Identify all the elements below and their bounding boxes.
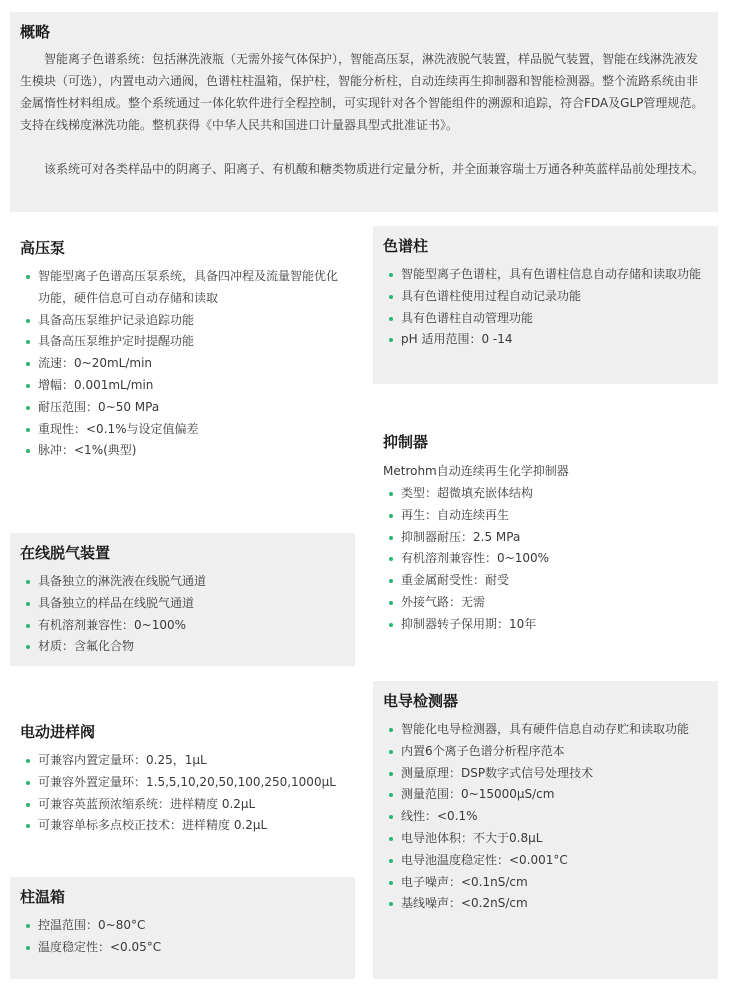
list-item: 电导池体积：不大于0.8μL	[383, 828, 708, 850]
list-item: 重现性：<0.1%与设定值偏差	[20, 419, 346, 441]
column-list	[383, 264, 708, 351]
list-item: 有机溶剂兼容性：0~100%	[20, 615, 345, 637]
list-item: 智能化电导检测器，具有硬件信息自动存贮和读取功能	[383, 719, 708, 741]
detector-list	[383, 719, 708, 915]
list-item: 温度稳定性：<0.05°C	[20, 937, 345, 959]
list-item: 具备高压泵维护记录追踪功能	[20, 310, 346, 332]
list-item: 可兼容外置定量环：1.5,5,10,20,50,100,250,1000μL	[20, 772, 346, 794]
valve-section	[10, 712, 356, 837]
list-item: 具有色谱柱使用过程自动记录功能	[383, 286, 708, 308]
pump-list	[20, 266, 346, 462]
overview-paragraph-1: 智能离子色谱系统：包括淋洗液瓶（无需外接气体保护），智能高压泵，淋洗液脱气装置，样品脱气装置，智能在线淋洗液发生模块（可选），内置电动六通阀，色谱柱柱温箱，保护柱，智能分析柱，自动连续再生抑制器和智能检测器。整个流路系统由非金属惰性材料组成。整个系统通过一体化软件进行全程控制，可实现针对各个智能组件的溯源和追踪，符合FDA及GLP管理规范。支持在线梯度淋洗功能。整机获得《中华人民共和国进口计量器具型式批准证书》。	[20, 52, 704, 132]
list-item: 可兼容英蓝预浓缩系统：进样精度 0.2μL	[20, 794, 346, 816]
list-item: 电子噪声：<0.1nS/cm	[383, 872, 708, 894]
list-item: 具有色谱柱自动管理功能	[383, 308, 708, 330]
column-title: 色谱柱	[383, 237, 429, 255]
pump-section	[10, 228, 356, 462]
list-item: 内置6个离子色谱分析程序范本	[383, 741, 708, 763]
overview-title: 概略	[20, 23, 51, 41]
degasser-section	[10, 533, 355, 666]
list-item: 测量范围：0~15000μS/cm	[383, 784, 708, 806]
list-item: 具备独立的样品在线脱气通道	[20, 593, 345, 615]
list-item: 抑制器转子保用期：10年	[383, 614, 708, 636]
list-item: 重金属耐受性：耐受	[383, 570, 708, 592]
list-item: 线性：<0.1%	[383, 806, 708, 828]
pump-title: 高压泵	[20, 239, 66, 257]
list-item: 电导池温度稳定性：<0.001°C	[383, 850, 708, 872]
suppressor-title: 抑制器	[383, 433, 429, 451]
list-item: 智能型离子色谱柱，具有色谱柱信息自动存储和读取功能	[383, 264, 708, 286]
list-item: 抑制器耐压：2.5 MPa	[383, 527, 708, 549]
detector-section	[373, 681, 718, 979]
valve-list	[20, 750, 346, 837]
list-item: 脉冲：<1%(典型)	[20, 440, 346, 462]
list-item: 具备高压泵维护定时提醒功能	[20, 331, 346, 353]
oven-title: 柱温箱	[20, 888, 66, 906]
list-item: 基线噪声：<0.2nS/cm	[383, 893, 708, 915]
list-item: 智能型离子色谱高压泵系统，具备四冲程及流量智能优化功能，硬件信息可自动存储和读取	[20, 266, 346, 310]
list-item: 有机溶剂兼容性：0~100%	[383, 548, 708, 570]
list-item: 增幅：0.001mL/min	[20, 375, 346, 397]
list-item: 测量原理：DSP数字式信号处理技术	[383, 763, 708, 785]
list-item: 外接气路：无需	[383, 592, 708, 614]
list-item: 具备独立的淋洗液在线脱气通道	[20, 571, 345, 593]
oven-section	[10, 877, 355, 979]
list-item: 控温范围：0~80°C	[20, 915, 345, 937]
suppressor-list	[383, 483, 708, 636]
oven-list	[20, 915, 345, 959]
detector-title: 电导检测器	[383, 692, 459, 710]
list-item: 材质：含氟化合物	[20, 636, 345, 658]
list-item: 耐压范围：0~50 MPa	[20, 397, 346, 419]
overview-paragraph-2: 该系统可对各类样品中的阴离子、阳离子、有机酸和糖类物质进行定量分析，并全面兼容瑞士万通各种英蓝样品前处理技术。	[44, 162, 705, 176]
suppressor-intro: Metrohm自动连续再生化学抑制器	[383, 464, 569, 478]
valve-title: 电动进样阀	[20, 723, 96, 741]
column-section	[373, 226, 718, 384]
overview-section	[10, 12, 718, 212]
list-item: 类型：超微填充嵌体结构	[383, 483, 708, 505]
list-item: 再生：自动连续再生	[383, 505, 708, 527]
list-item: 可兼容单标多点校正技术：进样精度 0.2μL	[20, 815, 346, 837]
list-item: pH 适用范围：0 -14	[383, 329, 708, 351]
degasser-title: 在线脱气装置	[20, 544, 111, 562]
list-item: 流速：0~20mL/min	[20, 353, 346, 375]
suppressor-section	[373, 422, 718, 636]
degasser-list	[20, 571, 345, 658]
list-item: 可兼容内置定量环：0.25，1μL	[20, 750, 346, 772]
